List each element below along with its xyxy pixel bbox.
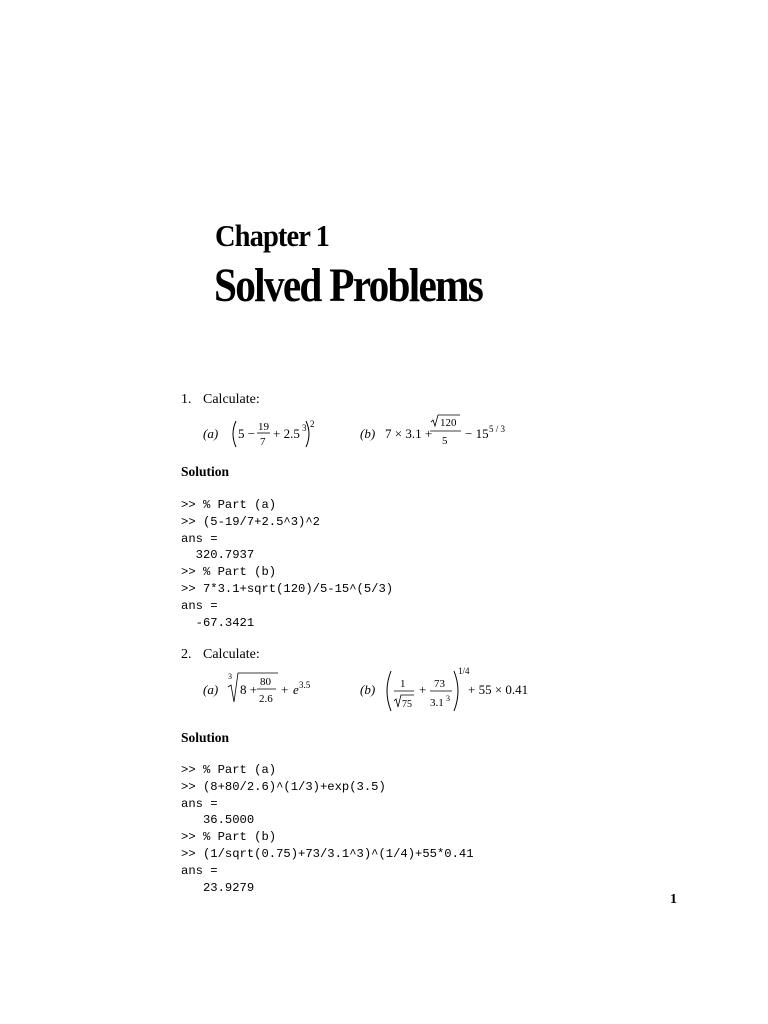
svg-text:+ 2.5: + 2.5 <box>273 426 300 441</box>
problem-number: 1. <box>181 392 192 407</box>
problem-1-expressions <box>200 414 530 458</box>
problem-2-expressions <box>200 665 530 719</box>
svg-text:2: 2 <box>310 419 315 429</box>
chapter-title: Solved Problems <box>214 259 483 312</box>
problem-prompt: Calculate: <box>203 392 260 407</box>
code-line: ans = <box>181 863 218 878</box>
solution-label-2: Solution <box>181 730 230 745</box>
svg-text:3.1: 3.1 <box>430 697 444 709</box>
code-line: >> (5-19/7+2.5^3)^2 <box>181 514 320 529</box>
code-line: ans = <box>181 531 218 546</box>
svg-text:2.6: 2.6 <box>259 693 273 705</box>
svg-text:3: 3 <box>228 672 232 681</box>
problem-2-math <box>200 665 530 715</box>
code-line: 320.7937 <box>181 548 255 563</box>
problem-number: 2. <box>181 647 192 662</box>
code-line: >> % Part (a) <box>181 498 277 512</box>
svg-text:+: + <box>281 682 289 697</box>
code-line: >> 7*3.1+sqrt(120)/5-15^(5/3) <box>181 581 394 596</box>
code-line: ans = <box>181 598 218 613</box>
svg-text:120: 120 <box>440 417 457 429</box>
svg-text:7: 7 <box>260 436 266 448</box>
svg-text:19: 19 <box>258 421 269 433</box>
part-a-label: (a) <box>203 682 219 697</box>
svg-text:1: 1 <box>400 678 406 690</box>
svg-text:− 15: − 15 <box>465 426 489 441</box>
page-number: 1 <box>670 892 677 907</box>
svg-text:5 / 3: 5 / 3 <box>489 424 506 434</box>
code-block-1 <box>181 497 393 631</box>
svg-text:1/4: 1/4 <box>458 666 470 676</box>
problem-prompt: Calculate: <box>203 647 260 662</box>
svg-text:+ 55 × 0.41: + 55 × 0.41 <box>468 682 529 697</box>
svg-text:3: 3 <box>302 423 307 433</box>
problem-2 <box>181 647 260 663</box>
code-line: >> (1/sqrt(0.75)+73/3.1^3)^(1/4)+55*0.41 <box>181 846 474 861</box>
code-line: 23.9279 <box>181 880 255 895</box>
svg-text:75: 75 <box>402 699 412 710</box>
code-line: >> (8+80/2.6)^(1/3)+exp(3.5) <box>181 779 386 794</box>
code-line: >> % Part (b) <box>181 565 277 580</box>
solution-label-1: Solution <box>181 464 230 479</box>
svg-text:73: 73 <box>434 678 445 690</box>
svg-text:3.5: 3.5 <box>299 680 311 690</box>
code-line: ans = <box>181 796 218 811</box>
code-line: 36.5000 <box>181 813 255 828</box>
svg-text:3: 3 <box>446 694 450 703</box>
svg-text:5 −: 5 − <box>238 426 256 441</box>
svg-text:5: 5 <box>442 435 448 447</box>
svg-text:80: 80 <box>260 676 271 688</box>
svg-text:e: e <box>293 682 299 697</box>
svg-text:8 +: 8 + <box>240 682 258 697</box>
chapter-label: Chapter 1 <box>215 218 329 253</box>
svg-text:+: + <box>419 682 427 697</box>
code-line: -67.3421 <box>181 615 255 630</box>
problem-1-math <box>200 414 530 454</box>
part-b-label: (b) <box>360 682 376 697</box>
code-line: >> % Part (b) <box>181 830 277 845</box>
part-b-label: (b) <box>360 426 376 441</box>
svg-text:7 × 3.1 +: 7 × 3.1 + <box>385 426 433 441</box>
problem-1 <box>181 392 260 408</box>
code-line: >> % Part (a) <box>181 763 277 777</box>
code-block-2 <box>181 762 474 896</box>
part-a-label: (a) <box>203 426 219 441</box>
